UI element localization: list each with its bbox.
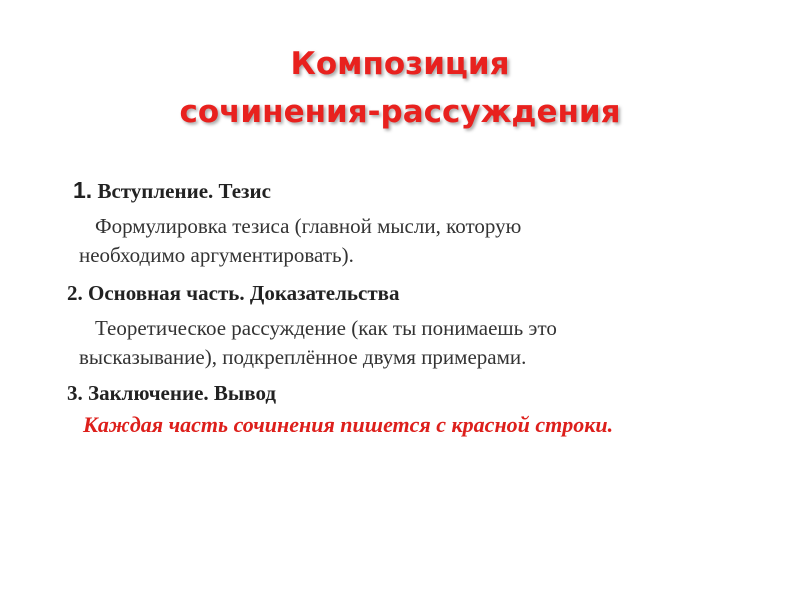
section-1-text-line-1: Формулировка тезиса (главной мысли, которую	[95, 214, 522, 238]
slide-title-line-1: Композиция	[290, 46, 510, 82]
section-1-number: 1.	[73, 177, 93, 203]
red-line-note: Каждая часть сочинения пишется с красной строки.	[83, 412, 614, 437]
section-3-heading	[67, 381, 276, 406]
section-3-number: 3.	[67, 381, 83, 405]
section-2-heading	[67, 281, 400, 306]
section-1-text-line-2: необходимо аргументировать).	[79, 243, 354, 267]
section-1-heading	[73, 177, 271, 204]
slide-title-line-2: сочинения-рассуждения	[179, 94, 621, 130]
section-2-number: 2.	[67, 281, 83, 305]
section-3-title: Заключение. Вывод	[88, 381, 277, 405]
section-2-title: Основная часть. Доказательства	[88, 281, 400, 305]
section-2-text-line-1: Теоретическое рассуждение (как ты понимаешь это	[95, 316, 557, 340]
section-2-text-line-2: высказывание), подкреплённое двумя примерами.	[79, 345, 527, 369]
section-1-title: Вступление. Тезис	[97, 179, 271, 203]
